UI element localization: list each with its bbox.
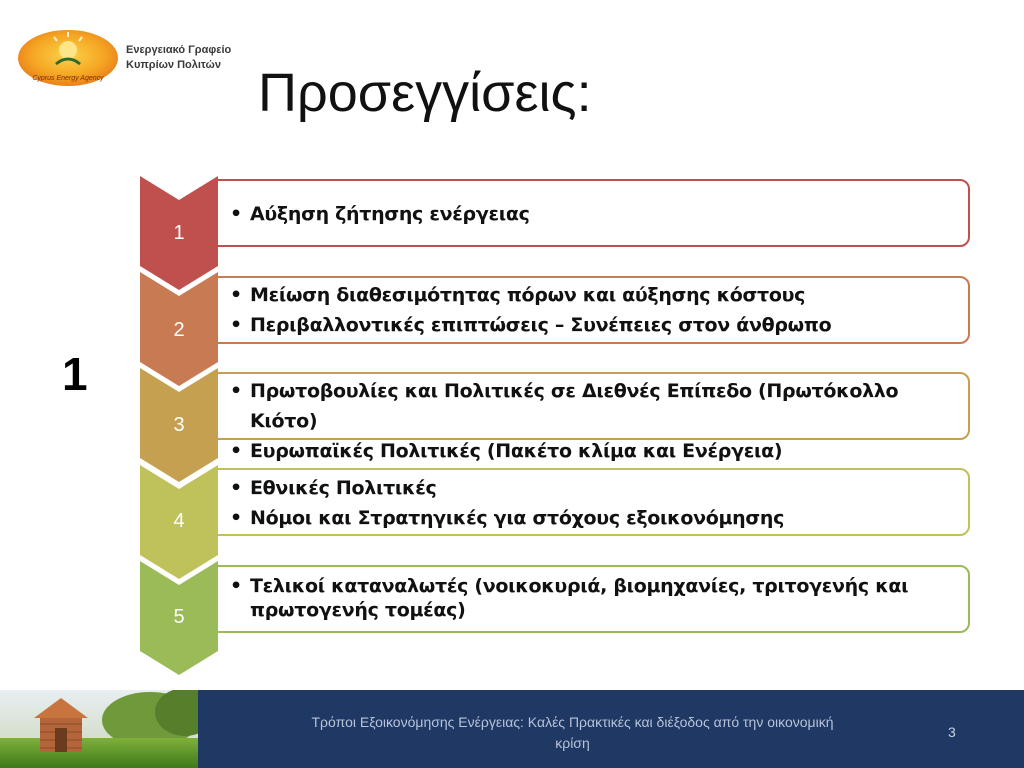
step-number: 5	[173, 606, 185, 628]
logo-arc-text: Cyprus Energy Agency	[32, 75, 104, 82]
logo-line-1: Ενεργειακό Γραφείο	[126, 44, 232, 56]
step-number: 1	[173, 222, 185, 244]
page-number: 3	[948, 724, 956, 740]
step-bullet-item: • Ευρωπαϊκές Πολιτικές (Πακέτο κλίμα και Ενέργεια)	[230, 436, 960, 466]
step-bullets	[230, 376, 960, 466]
step-bullets	[230, 199, 960, 229]
page-title: Προσεγγίσεις:	[258, 63, 592, 123]
step-bullet-item: • Νόμοι και Στρατηγικές για στόχους εξοικονόμησης	[230, 503, 960, 533]
step-bullet-item: • Τελικοί καταναλωτές (νοικοκυριά, βιομηχανίες, τριτογενής και πρωτογενής τομέας)	[230, 574, 960, 622]
footer-bar	[0, 690, 1024, 768]
step-number: 4	[173, 510, 185, 532]
logo-line-2: Κυπρίων Πολιτών	[126, 59, 221, 71]
step-bullets	[230, 280, 960, 340]
step-bullet-item: • Μείωση διαθεσιμότητας πόρων και αύξησης κόστους	[230, 280, 960, 310]
step-bullet-item: • Εθνικές Πολιτικές	[230, 473, 960, 503]
step-bullets	[230, 473, 960, 533]
logo-text	[126, 43, 231, 73]
step-number: 3	[173, 414, 185, 436]
step-bullet-item: • Περιβαλλοντικές επιπτώσεις – Συνέπειες στον άνθρωπο	[230, 310, 960, 340]
logo-sun-icon	[16, 26, 126, 90]
footer-house-photo	[0, 690, 198, 768]
side-number: 1	[62, 348, 88, 400]
step-bullet-item: • Πρωτοβουλίες και Πολιτικές σε Διεθνές Επίπεδο (Πρωτόκολλο Κιότο)	[230, 376, 960, 436]
step-bullet-item: • Αύξηση ζήτησης ενέργειας	[230, 199, 960, 229]
step-bullets	[230, 574, 960, 622]
step-number: 2	[173, 319, 185, 341]
footer-text: Τρόποι Εξοικονόμησης Ενέργειας: Καλές Πρακτικές και διέξοδος από την οικονομική κρίση	[311, 714, 834, 751]
